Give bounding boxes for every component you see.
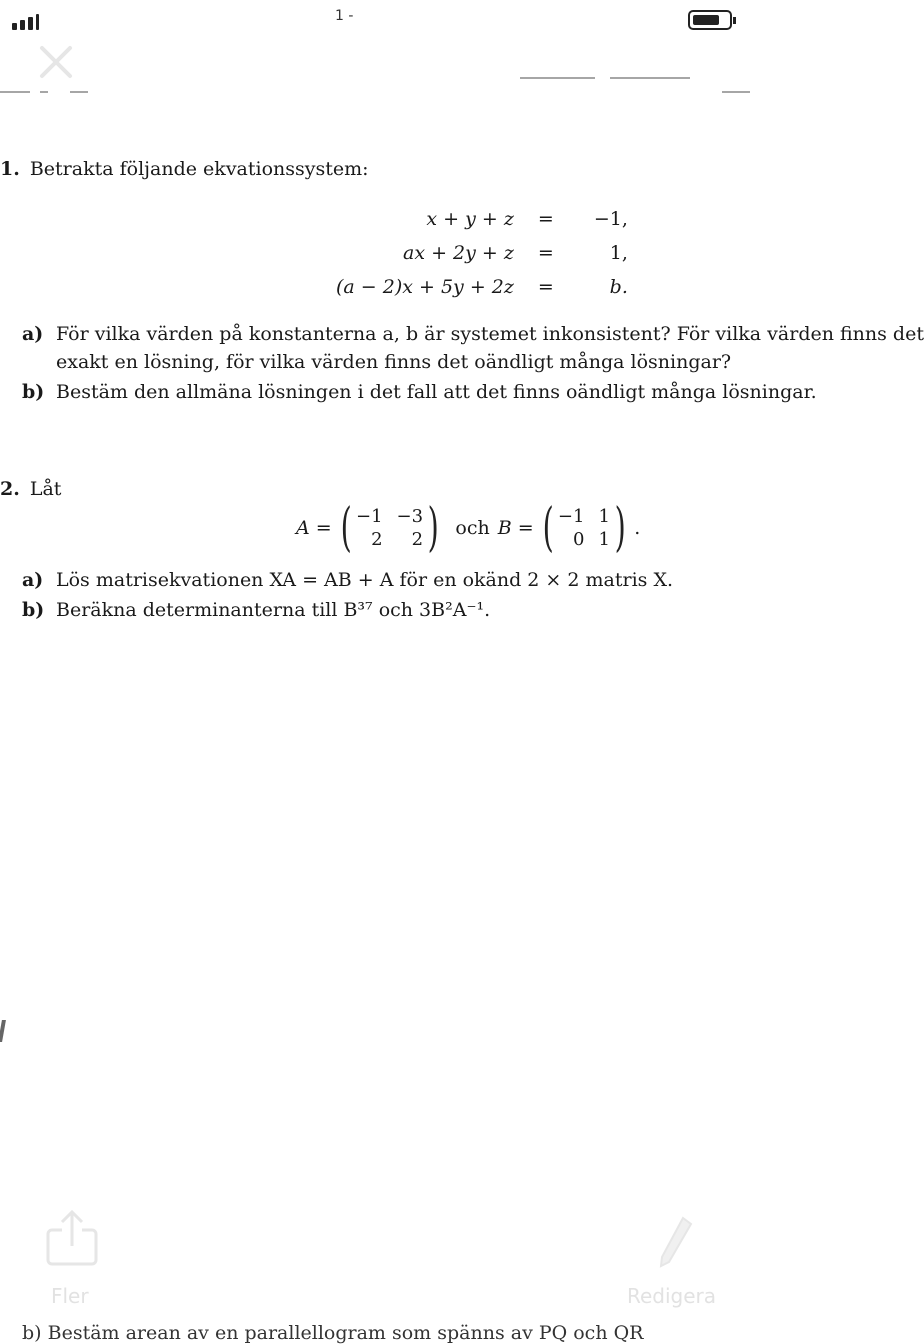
toolbar-divider	[0, 90, 750, 96]
problem-2a-label: a)	[22, 569, 44, 591]
equation-lhs: x + y + z	[426, 208, 514, 230]
equation-rhs: −1,	[593, 208, 628, 230]
edit-button[interactable]	[655, 1214, 695, 1270]
matrix-definitions	[296, 498, 641, 558]
close-icon	[34, 40, 78, 84]
and-text: och	[455, 517, 490, 539]
bottom-toolbar	[0, 1200, 750, 1334]
share-label: Fler	[51, 1284, 89, 1308]
problem-1a	[22, 320, 924, 376]
problem-1a-line2: exakt en lösning, för vilka värden finns det oändligt många lösningar?	[56, 351, 732, 373]
pencil-icon	[655, 1214, 695, 1270]
document-page[interactable]	[0, 150, 924, 1310]
problem-1-heading	[0, 158, 369, 180]
battery-icon	[688, 10, 732, 30]
equation-row	[330, 202, 634, 236]
equation-relation: =	[537, 208, 554, 230]
problem-2b-text: Beräkna determinanterna till B³⁷ och 3B²A⁻¹.	[56, 599, 491, 621]
problem-2-intro: Låt	[29, 478, 62, 500]
equation-relation: =	[537, 242, 554, 264]
equation-system	[330, 202, 634, 304]
problem-2a	[22, 566, 673, 594]
equation-row	[330, 236, 634, 270]
matrix-cell: 0	[573, 529, 585, 550]
status-text: 1 -	[335, 8, 354, 24]
matrix-cell: 1	[598, 506, 610, 527]
matrix-cell: 2	[411, 529, 424, 550]
equation-lhs: (a − 2)x + 5y + 2z	[336, 276, 514, 298]
matrix-b: ( −1 1 0 1 )	[542, 498, 626, 558]
problem-1b-text: Bestäm den allmäna lösningen i det fall att det finns oändligt många lösningar.	[56, 381, 817, 403]
partial-next-problem: b) Bestäm arean av en parallellogram som spänns av PQ och QR	[22, 1322, 644, 1344]
problem-1b	[22, 378, 817, 406]
matrix-cell: 1	[598, 529, 610, 550]
problem-2b-label: b)	[22, 599, 45, 621]
problem-2b	[22, 596, 490, 624]
share-button[interactable]	[44, 1208, 100, 1268]
equation-rhs: b.	[609, 276, 628, 298]
share-icon	[44, 1208, 100, 1268]
matrix-b-label: B =	[497, 517, 534, 539]
problem-1a-label: a)	[22, 323, 44, 345]
matrix-a-label: A =	[296, 517, 332, 539]
matrix-cell: −1	[355, 506, 383, 527]
close-button[interactable]	[34, 40, 78, 84]
problem-1a-line1: För vilka värden på konstanterna a, b är systemet inkonsistent? För vilka värden finns det	[56, 323, 924, 345]
equation-row	[330, 270, 634, 304]
page-edge-mark	[0, 1020, 6, 1042]
problem-1-intro: Betrakta följande ekvationssystem:	[29, 158, 369, 180]
edit-label: Redigera	[627, 1284, 717, 1308]
problem-1b-label: b)	[22, 381, 45, 403]
signal-icon	[12, 14, 39, 30]
problem-2-number: 2.	[0, 478, 20, 500]
problem-2a-text: Lös matrisekvationen XA = AB + A för en okänd 2 × 2 matris X.	[56, 569, 674, 591]
status-bar	[0, 0, 750, 40]
equation-rhs: 1,	[609, 242, 628, 264]
end-punctuation: .	[634, 517, 641, 539]
matrix-a: ( −1 −3 2 2 )	[340, 498, 439, 558]
problem-1-number: 1.	[0, 158, 20, 180]
problem-2-heading	[0, 478, 61, 500]
equation-relation: =	[537, 276, 554, 298]
matrix-cell: −3	[396, 506, 424, 527]
matrix-cell: 2	[371, 529, 383, 550]
matrix-cell: −1	[557, 506, 585, 527]
equation-lhs: ax + 2y + z	[403, 242, 514, 264]
